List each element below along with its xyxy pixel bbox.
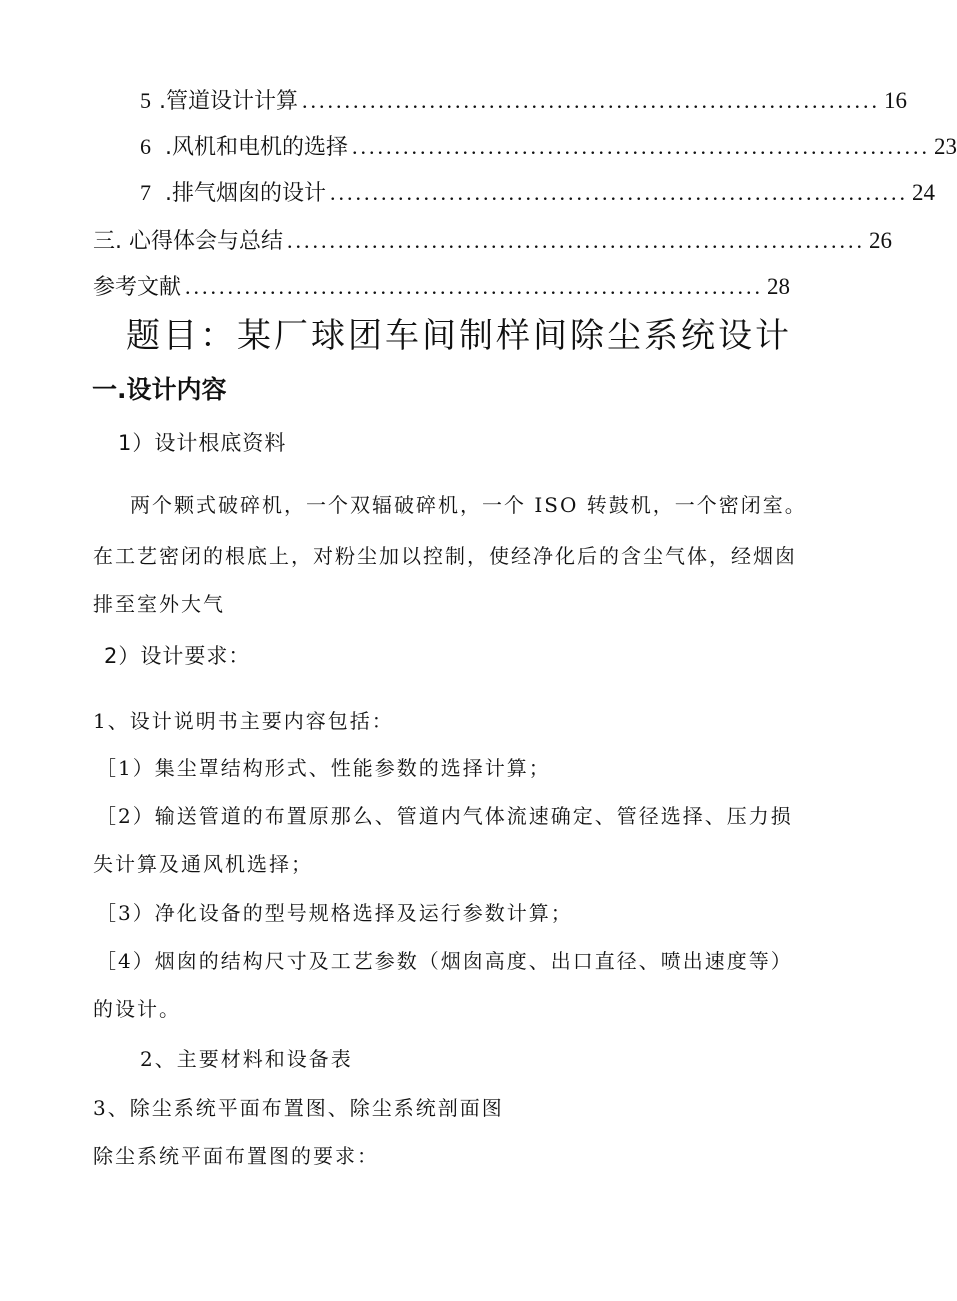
toc-entry-6[interactable] bbox=[140, 130, 957, 161]
requirement-line: ［2）输送管道的布置原那么、管道内气体流速确定、管径选择、压力损 bbox=[96, 804, 793, 828]
toc-page-number: 23 bbox=[934, 134, 957, 159]
requirement-line: ［4）烟囱的结构尺寸及工艺参数（烟囱高度、出口直径、喷出速度等） bbox=[96, 949, 793, 973]
paragraph-line: 两个颗式破碎机，一个双辐破碎机，一个 ISO 转鼓机，一个密闭室。 bbox=[130, 493, 807, 517]
requirement-line: ［3）净化设备的型号规格选择及运行参数计算； bbox=[96, 901, 573, 925]
toc-number: 7 bbox=[140, 180, 151, 205]
toc-entry-5[interactable] bbox=[140, 84, 907, 115]
paragraph-line: 排至室外大气 bbox=[93, 592, 225, 616]
requirement-line: 3、除尘系统平面布置图、除尘系统剖面图 bbox=[93, 1096, 504, 1120]
toc-number: 5 bbox=[140, 88, 151, 113]
document-title: 题目：某厂球团车间制样间除尘系统设计 bbox=[126, 316, 792, 356]
toc-entry-reflection[interactable] bbox=[93, 224, 893, 255]
subsection-heading-requirements: 2）设计要求： bbox=[104, 644, 251, 668]
requirement-line: 1、设计说明书主要内容包括： bbox=[93, 709, 394, 733]
toc-title: .排气烟囱的设计 bbox=[165, 181, 326, 206]
toc-page-number: 26 bbox=[869, 228, 893, 253]
section-heading: 一.设计内容 bbox=[92, 375, 227, 404]
requirement-line: ［1）集尘罩结构形式、性能参数的选择计算； bbox=[96, 756, 551, 780]
requirement-line: 2、主要材料和设备表 bbox=[140, 1047, 353, 1071]
toc-page-number: 24 bbox=[912, 180, 935, 205]
toc-leader-dots: .................................................................... bbox=[185, 274, 764, 299]
toc-leader-dots: .................................................................... bbox=[302, 88, 880, 113]
subsection-heading-basis: 1）设计根底资料 bbox=[118, 431, 287, 455]
toc-page-number: 28 bbox=[767, 274, 791, 299]
toc-entry-references[interactable] bbox=[93, 270, 791, 301]
requirement-line: 失计算及通风机选择； bbox=[93, 852, 313, 876]
toc-title: . 心得体会与总结 bbox=[115, 229, 284, 254]
paragraph-line: 在工艺密闭的根底上，对粉尘加以控制，使经净化后的含尘气体，经烟囱 bbox=[93, 544, 797, 568]
toc-title: .风机和电机的选择 bbox=[165, 135, 348, 160]
toc-leader-dots: .................................................................... bbox=[352, 134, 930, 159]
toc-title: 参考文献 bbox=[93, 275, 182, 300]
toc-page-number: 16 bbox=[884, 88, 907, 113]
toc-entry-7[interactable] bbox=[140, 176, 935, 207]
requirement-line: 的设计。 bbox=[93, 997, 181, 1021]
requirement-line: 除尘系统平面布置图的要求： bbox=[93, 1144, 379, 1168]
toc-number: 6 bbox=[140, 134, 151, 159]
toc-leader-dots: .................................................................... bbox=[287, 228, 866, 253]
toc-title: .管道设计计算 bbox=[159, 89, 298, 114]
toc-leader-dots: .................................................................... bbox=[330, 180, 908, 205]
toc-number: 三 bbox=[93, 229, 116, 254]
